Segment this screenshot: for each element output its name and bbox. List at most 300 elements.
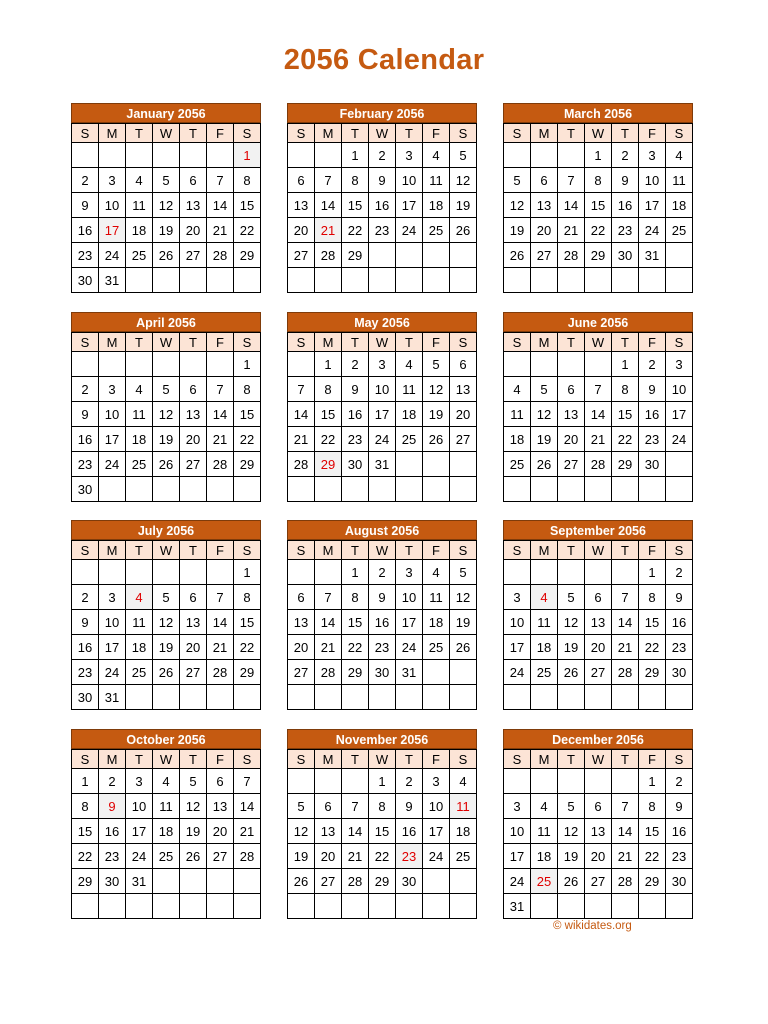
week-row (288, 560, 477, 585)
weekday-header: W (369, 541, 396, 560)
day-cell: 21 (288, 427, 315, 452)
day-cell: 26 (450, 218, 477, 243)
day-cell: 11 (126, 610, 153, 635)
day-cell: 5 (558, 794, 585, 819)
day-cell: 27 (585, 660, 612, 685)
week-row (504, 243, 693, 268)
day-cell: 28 (342, 869, 369, 894)
weekday-header: W (369, 124, 396, 143)
day-cell: 26 (288, 869, 315, 894)
day-cell: 24 (396, 218, 423, 243)
day-cell: 20 (180, 218, 207, 243)
day-cell: 27 (315, 869, 342, 894)
empty-day-cell (207, 352, 234, 377)
month-6 (503, 312, 693, 502)
weekday-header: M (315, 750, 342, 769)
weekday-header: T (180, 750, 207, 769)
week-row (288, 844, 477, 869)
week-row (72, 168, 261, 193)
day-cell: 30 (369, 660, 396, 685)
weekday-header: S (666, 124, 693, 143)
weekday-header: W (369, 333, 396, 352)
day-cell: 2 (72, 377, 99, 402)
weekday-header: T (126, 750, 153, 769)
day-cell: 31 (639, 243, 666, 268)
day-cell: 30 (99, 869, 126, 894)
day-cell: 14 (558, 193, 585, 218)
day-cell: 29 (585, 243, 612, 268)
weekday-header: M (99, 541, 126, 560)
day-cell: 9 (369, 585, 396, 610)
empty-day-cell (180, 268, 207, 293)
week-row (72, 560, 261, 585)
empty-day-cell (288, 894, 315, 919)
month-7 (71, 520, 261, 710)
empty-day-cell (450, 869, 477, 894)
day-cell: 20 (180, 635, 207, 660)
day-cell: 11 (126, 402, 153, 427)
day-cell: 22 (234, 635, 261, 660)
day-cell: 7 (342, 794, 369, 819)
month-grid (503, 123, 693, 293)
day-cell: 1 (585, 143, 612, 168)
week-row (504, 660, 693, 685)
week-row (288, 218, 477, 243)
week-row (72, 769, 261, 794)
empty-day-cell (612, 769, 639, 794)
weekday-header: S (666, 750, 693, 769)
week-row (72, 585, 261, 610)
holiday-day-cell: 4 (531, 585, 558, 610)
day-cell: 31 (504, 894, 531, 919)
empty-day-cell (666, 685, 693, 710)
day-cell: 31 (99, 268, 126, 293)
empty-day-cell (153, 143, 180, 168)
empty-day-cell (180, 352, 207, 377)
day-cell: 15 (369, 819, 396, 844)
week-row (504, 193, 693, 218)
day-cell: 9 (72, 193, 99, 218)
week-row (504, 794, 693, 819)
day-cell: 24 (504, 869, 531, 894)
day-cell: 15 (234, 402, 261, 427)
day-cell: 2 (99, 769, 126, 794)
week-row (72, 268, 261, 293)
day-cell: 14 (585, 402, 612, 427)
day-cell: 3 (396, 560, 423, 585)
weekday-header: T (396, 541, 423, 560)
month-title: January 2056 (71, 103, 261, 123)
day-cell: 25 (126, 452, 153, 477)
weekday-header: S (234, 333, 261, 352)
day-cell: 17 (423, 819, 450, 844)
day-cell: 25 (531, 660, 558, 685)
day-cell: 1 (639, 560, 666, 585)
weekday-header: S (450, 124, 477, 143)
empty-day-cell (342, 477, 369, 502)
empty-day-cell (612, 477, 639, 502)
day-cell: 15 (585, 193, 612, 218)
empty-day-cell (288, 268, 315, 293)
month-grid (71, 123, 261, 293)
day-cell: 11 (153, 794, 180, 819)
day-cell: 12 (180, 794, 207, 819)
day-cell: 6 (315, 794, 342, 819)
empty-day-cell (207, 869, 234, 894)
day-cell: 23 (639, 427, 666, 452)
day-cell: 18 (126, 427, 153, 452)
day-cell: 12 (153, 610, 180, 635)
empty-day-cell (315, 894, 342, 919)
day-cell: 25 (423, 218, 450, 243)
month-grid (287, 332, 477, 502)
day-cell: 17 (126, 819, 153, 844)
day-cell: 2 (72, 585, 99, 610)
day-cell: 7 (612, 794, 639, 819)
weekday-header: S (288, 333, 315, 352)
day-cell: 20 (180, 427, 207, 452)
day-cell: 12 (153, 193, 180, 218)
day-cell: 28 (207, 243, 234, 268)
empty-day-cell (504, 268, 531, 293)
month-title: February 2056 (287, 103, 477, 123)
weekday-header: T (126, 333, 153, 352)
day-cell: 1 (342, 143, 369, 168)
day-cell: 8 (342, 168, 369, 193)
day-cell: 26 (153, 452, 180, 477)
empty-day-cell (180, 894, 207, 919)
day-cell: 20 (207, 819, 234, 844)
day-cell: 27 (180, 452, 207, 477)
day-cell: 17 (396, 610, 423, 635)
day-cell: 7 (207, 377, 234, 402)
week-row (288, 685, 477, 710)
day-cell: 28 (315, 660, 342, 685)
week-row (288, 819, 477, 844)
month-title: June 2056 (503, 312, 693, 332)
empty-day-cell (585, 268, 612, 293)
weekday-header: F (639, 333, 666, 352)
day-cell: 10 (99, 402, 126, 427)
holiday-day-cell: 9 (99, 794, 126, 819)
day-cell: 5 (558, 585, 585, 610)
weekday-header: S (504, 750, 531, 769)
day-cell: 28 (612, 660, 639, 685)
day-cell: 2 (666, 560, 693, 585)
empty-day-cell (423, 477, 450, 502)
day-cell: 14 (207, 402, 234, 427)
week-row (72, 143, 261, 168)
empty-day-cell (639, 685, 666, 710)
week-row (288, 585, 477, 610)
month-11 (287, 729, 477, 919)
week-row (72, 869, 261, 894)
day-cell: 13 (288, 610, 315, 635)
month-title: May 2056 (287, 312, 477, 332)
day-cell: 12 (288, 819, 315, 844)
day-cell: 10 (666, 377, 693, 402)
day-cell: 24 (99, 243, 126, 268)
week-row (288, 635, 477, 660)
holiday-day-cell: 29 (315, 452, 342, 477)
day-cell: 9 (666, 794, 693, 819)
day-cell: 3 (99, 377, 126, 402)
day-cell: 28 (234, 844, 261, 869)
holiday-day-cell: 25 (531, 869, 558, 894)
week-row (504, 769, 693, 794)
empty-day-cell (315, 143, 342, 168)
empty-day-cell (180, 685, 207, 710)
empty-day-cell (288, 477, 315, 502)
empty-day-cell (72, 143, 99, 168)
empty-day-cell (180, 477, 207, 502)
empty-day-cell (180, 869, 207, 894)
day-cell: 6 (180, 377, 207, 402)
weekday-header: S (504, 541, 531, 560)
empty-day-cell (207, 685, 234, 710)
empty-day-cell (153, 894, 180, 919)
weekday-header: T (612, 750, 639, 769)
week-row (288, 268, 477, 293)
empty-day-cell (423, 894, 450, 919)
day-cell: 6 (531, 168, 558, 193)
weekday-header: T (612, 333, 639, 352)
empty-day-cell (126, 560, 153, 585)
month-5 (287, 312, 477, 502)
day-cell: 29 (234, 660, 261, 685)
day-cell: 25 (126, 660, 153, 685)
day-cell: 24 (99, 452, 126, 477)
week-row (504, 377, 693, 402)
day-cell: 27 (288, 660, 315, 685)
day-cell: 22 (342, 218, 369, 243)
day-cell: 22 (639, 844, 666, 869)
month-10 (71, 729, 261, 919)
day-cell: 8 (234, 377, 261, 402)
day-cell: 21 (585, 427, 612, 452)
week-row (504, 268, 693, 293)
month-title: March 2056 (503, 103, 693, 123)
month-title: December 2056 (503, 729, 693, 749)
empty-day-cell (288, 352, 315, 377)
holiday-day-cell: 4 (126, 585, 153, 610)
day-cell: 14 (612, 610, 639, 635)
day-cell: 27 (288, 243, 315, 268)
day-cell: 27 (531, 243, 558, 268)
weekday-header: W (369, 750, 396, 769)
day-cell: 23 (99, 844, 126, 869)
day-cell: 20 (450, 402, 477, 427)
month-title: August 2056 (287, 520, 477, 540)
week-row (72, 427, 261, 452)
weekday-header: F (639, 124, 666, 143)
empty-day-cell (207, 477, 234, 502)
day-cell: 22 (234, 218, 261, 243)
day-cell: 10 (126, 794, 153, 819)
day-cell: 12 (153, 402, 180, 427)
day-cell: 26 (504, 243, 531, 268)
day-cell: 18 (423, 610, 450, 635)
empty-day-cell (234, 685, 261, 710)
empty-day-cell (288, 560, 315, 585)
day-cell: 2 (342, 352, 369, 377)
day-cell: 13 (450, 377, 477, 402)
day-cell: 21 (234, 819, 261, 844)
weekday-header: T (558, 541, 585, 560)
day-cell: 14 (234, 794, 261, 819)
day-cell: 25 (153, 844, 180, 869)
day-cell: 15 (72, 819, 99, 844)
day-cell: 17 (396, 193, 423, 218)
week-row (72, 794, 261, 819)
day-cell: 15 (342, 610, 369, 635)
week-row (72, 610, 261, 635)
day-cell: 14 (315, 193, 342, 218)
week-row (288, 193, 477, 218)
day-cell: 11 (423, 585, 450, 610)
empty-day-cell (639, 477, 666, 502)
day-cell: 28 (612, 869, 639, 894)
empty-day-cell (126, 143, 153, 168)
weekday-header: S (234, 750, 261, 769)
day-cell: 28 (315, 243, 342, 268)
month-12 (503, 729, 693, 919)
day-cell: 5 (153, 168, 180, 193)
day-cell: 2 (369, 143, 396, 168)
day-cell: 24 (423, 844, 450, 869)
day-cell: 19 (423, 402, 450, 427)
day-cell: 29 (369, 869, 396, 894)
week-row (288, 402, 477, 427)
weekday-header: S (72, 750, 99, 769)
day-cell: 18 (531, 844, 558, 869)
day-cell: 1 (639, 769, 666, 794)
day-cell: 4 (666, 143, 693, 168)
empty-day-cell (531, 143, 558, 168)
day-cell: 11 (126, 193, 153, 218)
day-cell: 23 (612, 218, 639, 243)
week-row (72, 660, 261, 685)
empty-day-cell (612, 894, 639, 919)
day-cell: 26 (558, 869, 585, 894)
empty-day-cell (288, 143, 315, 168)
weekday-header: T (612, 541, 639, 560)
weekday-header: M (99, 124, 126, 143)
empty-day-cell (639, 268, 666, 293)
day-cell: 25 (126, 243, 153, 268)
week-row (504, 819, 693, 844)
day-cell: 9 (612, 168, 639, 193)
empty-day-cell (234, 268, 261, 293)
day-cell: 6 (180, 585, 207, 610)
day-cell: 23 (666, 635, 693, 660)
month-title: November 2056 (287, 729, 477, 749)
day-cell: 3 (396, 143, 423, 168)
empty-day-cell (504, 143, 531, 168)
weekday-header: S (504, 124, 531, 143)
day-cell: 17 (504, 844, 531, 869)
day-cell: 5 (531, 377, 558, 402)
month-grid (287, 540, 477, 710)
day-cell: 20 (315, 844, 342, 869)
month-4 (71, 312, 261, 502)
empty-day-cell (207, 268, 234, 293)
empty-day-cell (126, 685, 153, 710)
day-cell: 10 (396, 585, 423, 610)
day-cell: 24 (504, 660, 531, 685)
day-cell: 16 (72, 427, 99, 452)
day-cell: 8 (315, 377, 342, 402)
day-cell: 3 (423, 769, 450, 794)
day-cell: 12 (558, 610, 585, 635)
day-cell: 7 (612, 585, 639, 610)
holiday-day-cell: 11 (450, 794, 477, 819)
day-cell: 15 (234, 610, 261, 635)
day-cell: 9 (72, 402, 99, 427)
weekday-header: S (288, 750, 315, 769)
empty-day-cell (585, 894, 612, 919)
day-cell: 24 (99, 660, 126, 685)
weekday-header: S (72, 124, 99, 143)
day-cell: 26 (450, 635, 477, 660)
empty-day-cell (369, 243, 396, 268)
weekday-header: M (531, 541, 558, 560)
empty-day-cell (558, 352, 585, 377)
day-cell: 22 (72, 844, 99, 869)
day-cell: 30 (72, 477, 99, 502)
day-cell: 28 (288, 452, 315, 477)
day-cell: 2 (72, 168, 99, 193)
empty-day-cell (585, 477, 612, 502)
empty-day-cell (153, 685, 180, 710)
holiday-day-cell: 21 (315, 218, 342, 243)
month-grid (503, 540, 693, 710)
day-cell: 13 (207, 794, 234, 819)
credit-text: © wikidates.org (553, 920, 632, 932)
empty-day-cell (504, 352, 531, 377)
month-grid (287, 749, 477, 919)
weekday-header: M (99, 333, 126, 352)
day-cell: 22 (369, 844, 396, 869)
day-cell: 26 (180, 844, 207, 869)
empty-day-cell (504, 560, 531, 585)
day-cell: 6 (288, 585, 315, 610)
empty-day-cell (126, 352, 153, 377)
day-cell: 30 (396, 869, 423, 894)
empty-day-cell (450, 268, 477, 293)
empty-day-cell (585, 769, 612, 794)
day-cell: 30 (342, 452, 369, 477)
day-cell: 17 (99, 427, 126, 452)
week-row (504, 402, 693, 427)
day-cell: 11 (531, 610, 558, 635)
month-grid (503, 332, 693, 502)
holiday-day-cell: 1 (234, 143, 261, 168)
weekday-header: W (585, 750, 612, 769)
week-row (288, 168, 477, 193)
week-row (288, 427, 477, 452)
weekday-header: S (450, 541, 477, 560)
day-cell: 19 (504, 218, 531, 243)
day-cell: 14 (207, 610, 234, 635)
day-cell: 9 (666, 585, 693, 610)
empty-day-cell (531, 268, 558, 293)
weekday-header: S (72, 541, 99, 560)
week-row (72, 352, 261, 377)
day-cell: 16 (72, 218, 99, 243)
day-cell: 7 (558, 168, 585, 193)
month-8 (287, 520, 477, 710)
